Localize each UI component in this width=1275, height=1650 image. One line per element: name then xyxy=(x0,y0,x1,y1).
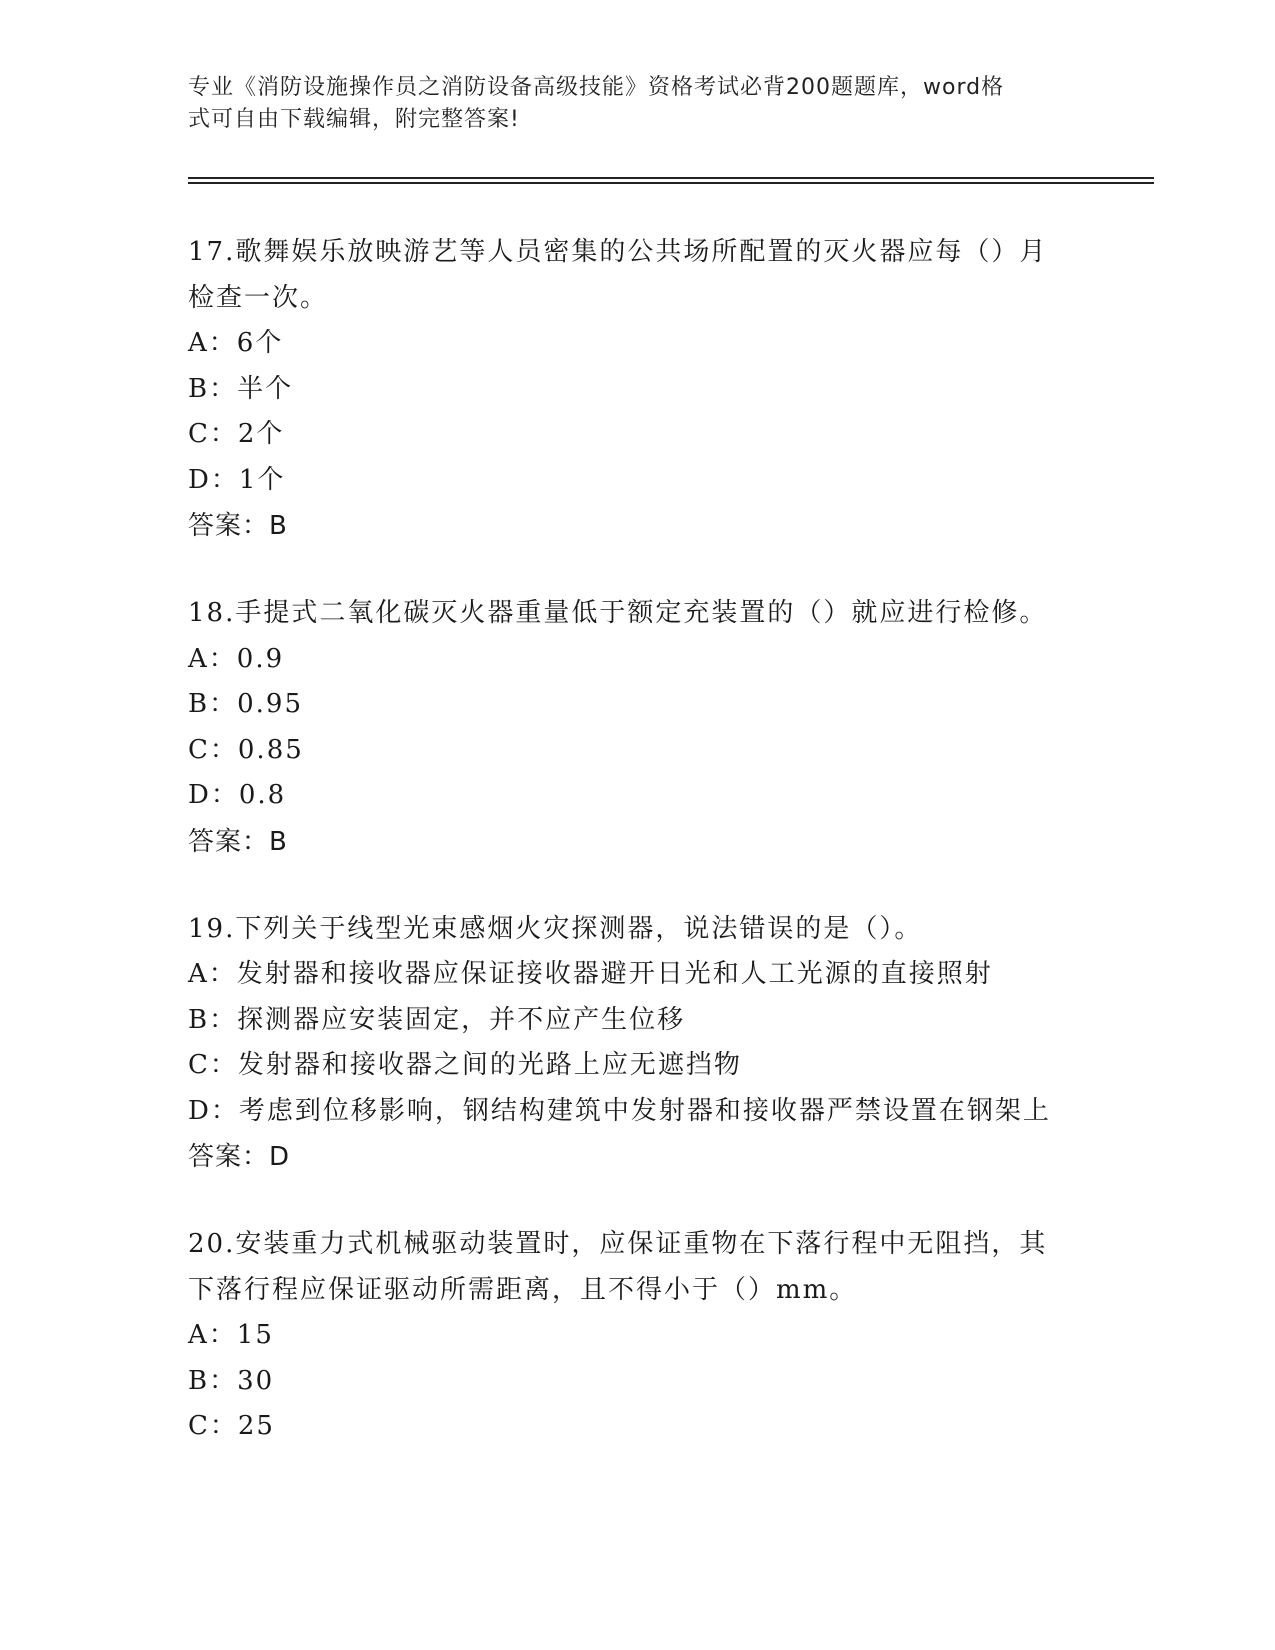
option-c: C：发射器和接收器之间的光路上应无遮挡物 xyxy=(188,1050,742,1080)
option-b: B：半个 xyxy=(188,373,294,404)
option-d: D：1个 xyxy=(188,464,286,495)
answer-line: 答案：B xyxy=(188,511,288,541)
option-d: D：考虑到位移影响，钢结构建筑中发射器和接收器严禁设置在钢架上 xyxy=(188,1095,1051,1126)
header-divider-top xyxy=(188,177,1154,179)
question-item xyxy=(188,1222,1088,1450)
option-c: C：2个 xyxy=(188,419,285,449)
question-item xyxy=(188,591,1088,865)
option-b: B：探测器应安装固定，并不应产生位移 xyxy=(188,1004,686,1035)
header-line-1: 专业《消防设施操作员之消防设备高级技能》资格考试必背200题题库，word格 xyxy=(188,75,1005,100)
option-b: B：30 xyxy=(188,1365,275,1396)
option-a: A：15 xyxy=(188,1320,274,1350)
question-text: 18.手提式二氧化碳灭火器重量低于额定充装置的（）就应进行检修。 xyxy=(188,598,1048,628)
question-text: 19.下列关于线型光束感烟火灾探测器，说法错误的是（）。 xyxy=(188,913,923,944)
answer-line: 答案：B xyxy=(188,826,288,857)
question-list xyxy=(188,230,1088,1492)
option-b: B：0.95 xyxy=(188,689,303,719)
option-d: D：0.8 xyxy=(188,780,287,810)
option-a: A：0.9 xyxy=(188,643,285,674)
question-item xyxy=(188,907,1088,1181)
answer-line: 答案：D xyxy=(188,1142,291,1172)
question-text: 17.歌舞娱乐放映游艺等人员密集的公共场所配置的灭火器应每（）月 xyxy=(188,237,1048,267)
document-header xyxy=(188,72,1088,136)
question-item xyxy=(188,230,1088,549)
header-line-2: 式可自由下载编辑，附完整答案! xyxy=(188,107,520,132)
header-divider-bottom xyxy=(188,182,1154,184)
option-a: A：发射器和接收器应保证接收器避开日光和人工光源的直接照射 xyxy=(188,959,993,989)
question-text: 下落行程应保证驱动所需距离，且不得小于（）mm。 xyxy=(188,1274,858,1305)
option-a: A：6个 xyxy=(188,328,284,358)
question-text: 20.安装重力式机械驱动装置时，应保证重物在下落行程中无阻挡，其 xyxy=(188,1229,1048,1259)
question-text: 检查一次。 xyxy=(188,282,329,313)
option-c: C：25 xyxy=(188,1411,275,1441)
option-c: C：0.85 xyxy=(188,734,304,765)
